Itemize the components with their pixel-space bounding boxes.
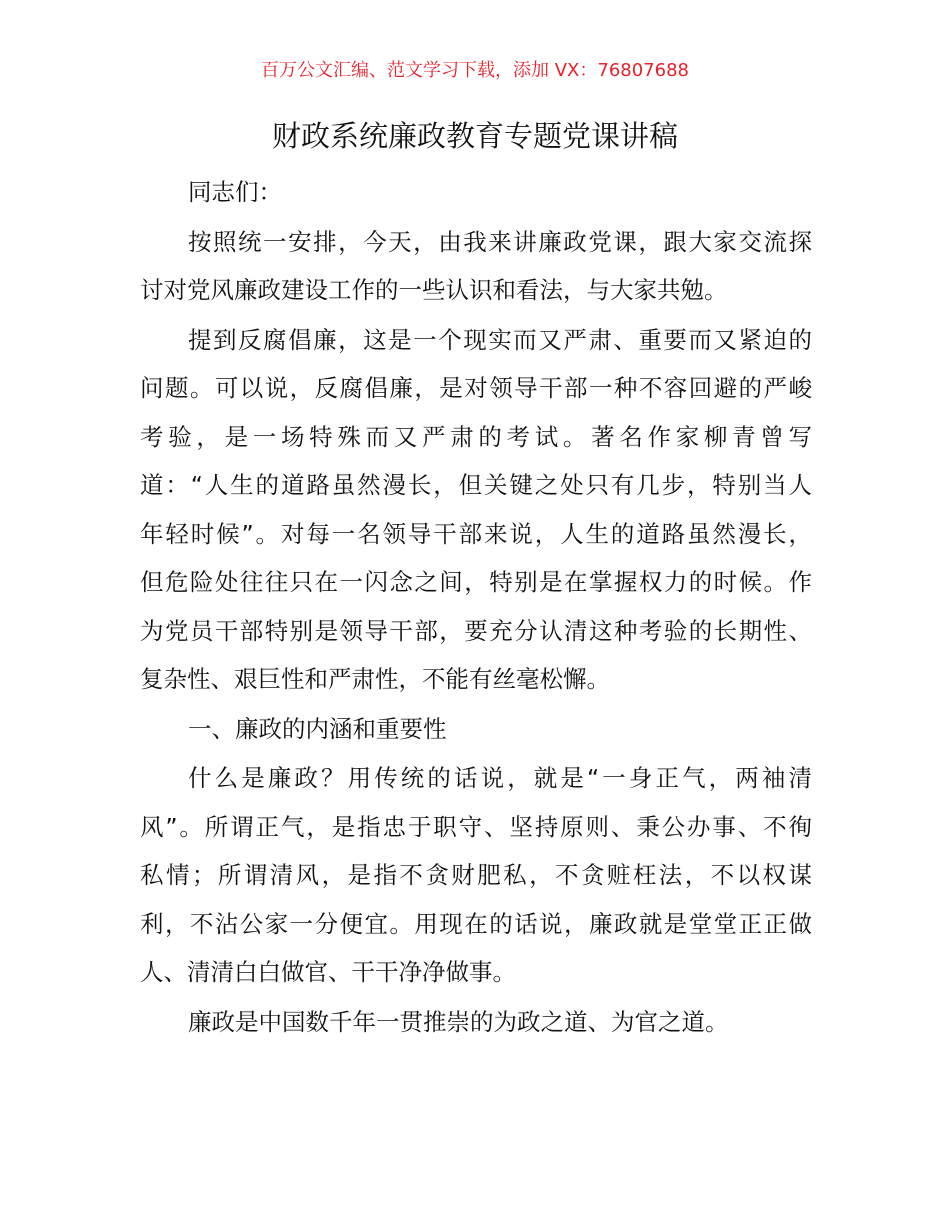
paragraph-line: 复杂性、艰巨性和严肃性，不能有丝毫松懈。 bbox=[140, 665, 610, 693]
paragraph-line: 风”。所谓正气，是指忠于职守、坚持原则、秉公办事、不徇 bbox=[140, 812, 812, 841]
paragraph-line: 为党员干部特别是领导干部，要充分认清这种考验的长期性、 bbox=[140, 616, 812, 645]
paragraph bbox=[140, 316, 812, 704]
paragraph bbox=[140, 754, 812, 997]
paragraph-line: 什么是廉政？用传统的话说，就是“一身正气，两袖清 bbox=[188, 764, 812, 792]
paragraph-line: 年轻时候”。对每一名领导干部来说，人生的道路虽然漫长， bbox=[140, 519, 812, 548]
paragraph bbox=[140, 998, 812, 1047]
paragraph-line: 人、清清白白做官、干干净净做事。 bbox=[140, 958, 516, 986]
paragraph-line: 按照统一安排，今天，由我来讲廉政党课，跟大家交流探 bbox=[188, 227, 812, 256]
paragraph-line: 但危险处往往只在一闪念之间，特别是在掌握权力的时候。作 bbox=[140, 568, 812, 596]
watermark-header: 百万公文汇编、范文学习下载，添加 VX：76807688 bbox=[261, 60, 689, 81]
paragraph-line: 问题。可以说，反腐倡廉，是对领导干部一种不容回避的严峻 bbox=[140, 374, 812, 402]
paragraph-line: 私情；所谓清风，是指不贪财肥私，不贪赃枉法，不以权谋 bbox=[140, 861, 812, 889]
paragraph-line: 利，不沾公家一分便宜。用现在的话说，廉政就是堂堂正正做 bbox=[140, 909, 812, 938]
paragraph-line: 讨对党风廉政建设工作的一些认识和看法，与大家共勉。 bbox=[140, 276, 728, 304]
document-body bbox=[140, 168, 812, 1047]
document-title: 财政系统廉政教育专题党课讲稿 bbox=[271, 119, 678, 153]
paragraph-line: 提到反腐倡廉，这是一个现实而又严肃、重要而又紧迫的 bbox=[188, 325, 812, 354]
paragraph-line: 道：“人生的道路虽然漫长，但关键之处只有几步，特别当人 bbox=[140, 471, 812, 499]
paragraph-line: 廉政是中国数千年一贯推崇的为政之道、为官之道。 bbox=[188, 1007, 729, 1036]
paragraph bbox=[140, 218, 812, 315]
paragraph bbox=[140, 168, 812, 217]
section-heading bbox=[140, 705, 812, 754]
paragraph-line: 一、廉政的内涵和重要性 bbox=[188, 714, 447, 743]
paragraph-line: 考验，是一场特殊而又严肃的考试。著名作家柳青曾写 bbox=[140, 422, 812, 451]
paragraph-line: 同志们： bbox=[188, 178, 282, 206]
